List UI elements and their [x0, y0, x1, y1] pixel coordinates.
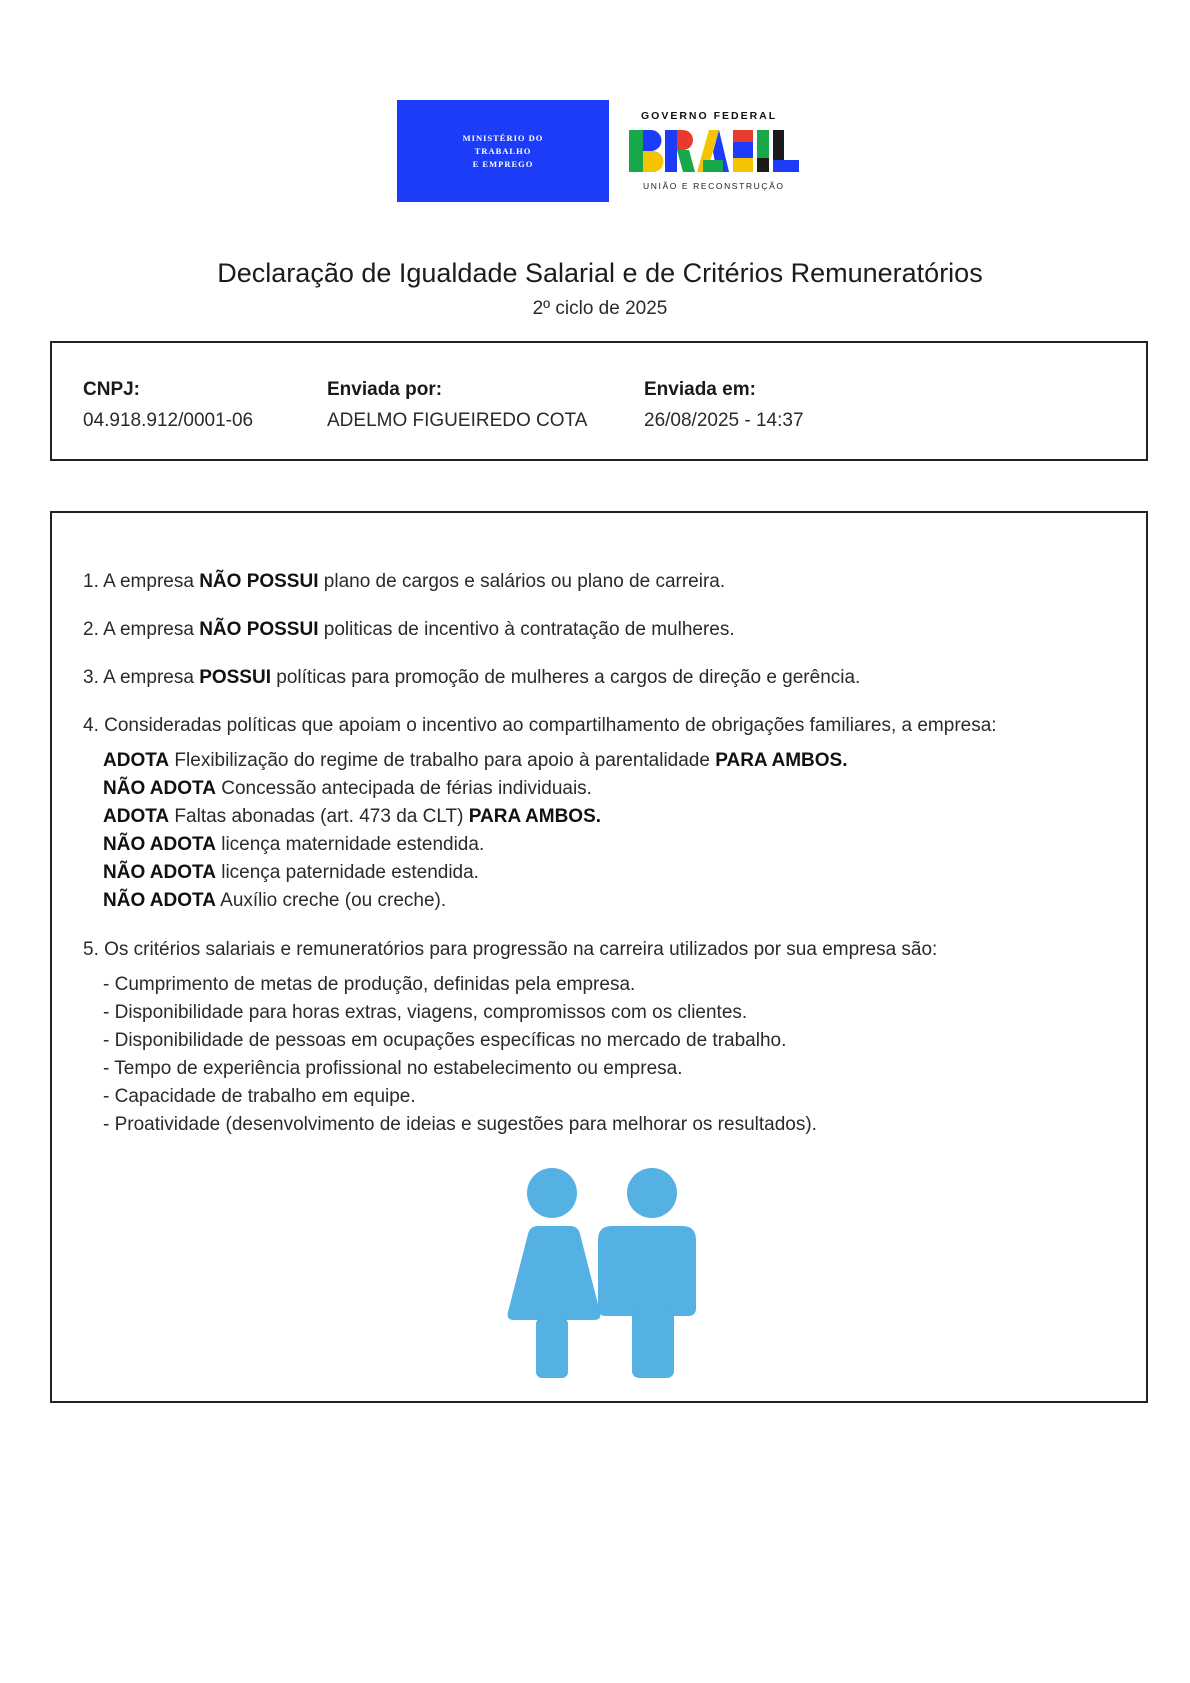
policy-status: NÃO ADOTA: [103, 862, 216, 883]
criteria-line: - Cumprimento de metas de produção, definidas pela empresa.: [103, 974, 636, 995]
policy-line: [103, 775, 1123, 803]
brasil-wordmark-logo: [629, 128, 799, 174]
item-text: politicas de incentivo à contratação de mulheres.: [318, 619, 735, 640]
policy-status: NÃO ADOTA: [103, 778, 216, 799]
policy-text: Concessão antecipada de férias individuais.: [215, 778, 592, 799]
sent-at-value: 26/08/2025 - 14:37: [644, 410, 804, 431]
salary-criteria-list: [103, 971, 1123, 1139]
policy-text: licença paternidade estendida.: [215, 862, 479, 883]
header-logos: [397, 100, 797, 203]
submission-info-box: [50, 341, 1148, 461]
ministry-logo: [397, 100, 609, 202]
policy-extra: PARA AMBOS.: [715, 750, 848, 771]
item-status: POSSUI: [199, 667, 271, 688]
item-text: políticas para promoção de mulheres a cargos de direção e gerência.: [271, 667, 861, 688]
declarations-list: [83, 568, 1123, 1160]
cnpj-field: [83, 379, 253, 432]
sent-by-label: Enviada por:: [327, 379, 443, 400]
sent-at-label: Enviada em:: [644, 379, 756, 400]
ministry-logo-line: MINISTÉRIO DO: [462, 132, 544, 143]
sent-by-field: [327, 379, 587, 432]
family-policies-list: [103, 747, 1123, 915]
page-title: Declaração de Igualdade Salarial e de Critérios Remuneratórios: [217, 258, 983, 288]
policy-line: [103, 887, 1123, 915]
declaration-item-5: [83, 936, 1123, 1139]
policy-line: [103, 747, 1123, 775]
item-status: NÃO POSSUI: [199, 619, 319, 640]
criteria-line: - Proatividade (desenvolvimento de ideias e sugestões para melhorar os resultados).: [103, 1114, 817, 1135]
page-subtitle: 2º ciclo de 2025: [532, 298, 668, 319]
policy-extra: PARA AMBOS.: [468, 806, 602, 827]
policy-status: NÃO ADOTA: [103, 890, 216, 911]
item-text: 1. A empresa: [83, 571, 200, 592]
ministry-logo-line: TRABALHO: [474, 145, 532, 156]
policy-line: [103, 831, 1123, 859]
sent-by-value: ADELMO FIGUEIREDO COTA: [327, 410, 588, 431]
criteria-line: - Capacidade de trabalho em equipe.: [103, 1086, 416, 1107]
gov-logo-bottom-text: UNIÃO E RECONSTRUÇÃO: [643, 181, 785, 191]
sent-at-field: [644, 379, 804, 432]
policy-status: NÃO ADOTA: [103, 834, 216, 855]
policy-text: Auxílio creche (ou creche).: [215, 890, 447, 911]
declaration-item-1: [83, 568, 1123, 595]
policy-status: ADOTA: [103, 806, 170, 827]
woman-and-man-icon: [504, 1168, 704, 1378]
policy-text: Flexibilização do regime de trabalho para apoio à parentalidade: [169, 750, 716, 771]
criteria-line: - Tempo de experiência profissional no estabelecimento ou empresa.: [103, 1058, 683, 1079]
criteria-line: - Disponibilidade de pessoas em ocupações específicas no mercado de trabalho.: [103, 1030, 787, 1051]
policy-text: Faltas abonadas (art. 473 da CLT): [169, 806, 469, 827]
item-text: 2. A empresa: [83, 619, 200, 640]
item-status: NÃO POSSUI: [199, 571, 319, 592]
declaration-item-3: [83, 664, 1123, 691]
item-text: 3. A empresa: [83, 667, 200, 688]
policy-text: licença maternidade estendida.: [215, 834, 485, 855]
declarations-box: [50, 511, 1148, 1403]
cnpj-label: CNPJ:: [83, 379, 141, 400]
policy-status: ADOTA: [103, 750, 170, 771]
item-text: 4. Consideradas políticas que apoiam o incentivo ao compartilhamento de obrigações familiares, a empresa:: [83, 715, 997, 736]
gov-federal-logo: [629, 110, 799, 196]
criteria-line: - Disponibilidade para horas extras, viagens, compromissos com os clientes.: [103, 1002, 748, 1023]
item-text: plano de cargos e salários ou plano de carreira.: [318, 571, 726, 592]
policy-line: [103, 803, 1123, 831]
declaration-item-2: [83, 616, 1123, 643]
item-text: 5. Os critérios salariais e remuneratórios para progressão na carreira utilizados por sua empresa são:: [83, 939, 938, 960]
gov-logo-top-text: GOVERNO FEDERAL: [641, 110, 778, 122]
policy-line: [103, 859, 1123, 887]
ministry-logo-line: E EMPREGO: [472, 158, 534, 169]
declaration-item-4: [83, 712, 1123, 915]
cnpj-value: 04.918.912/0001-06: [83, 410, 254, 431]
